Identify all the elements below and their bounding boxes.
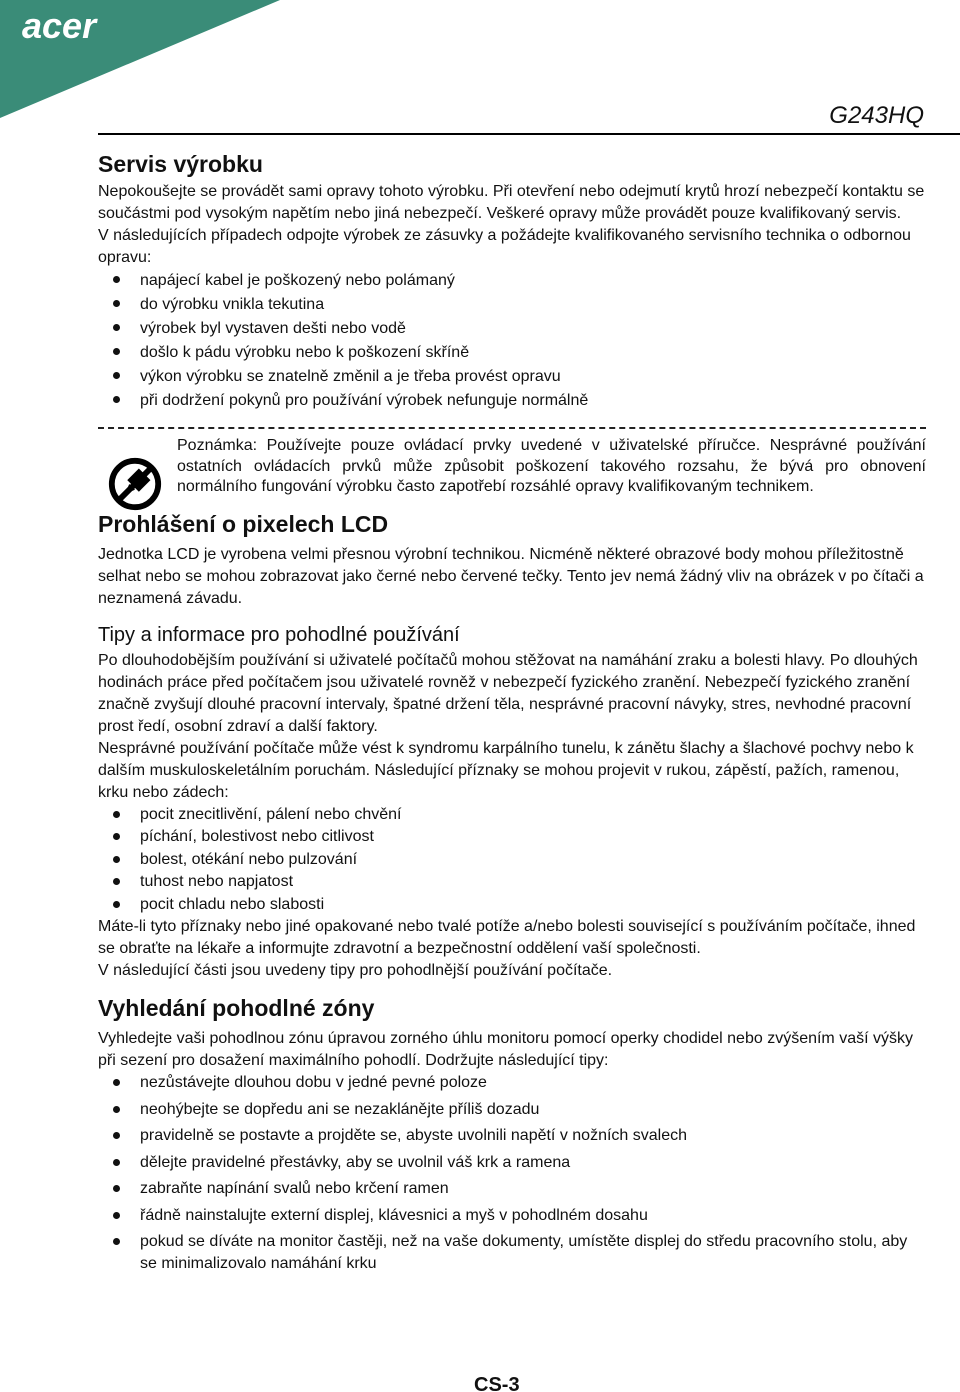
tips-para-3: Máte-li tyto příznaky nebo jiné opakované nebo tvalé potíže a/nebo bolesti související s používáním počítače, ihned se obraťte na lékaře a informujte zdravotní a bezpečnostní oddělení vaší společnosti. (98, 918, 916, 957)
service-conditions-list (98, 269, 926, 413)
service-title: Servis výrobku (98, 151, 263, 177)
list-item: pocit chladu nebo slabosti (98, 894, 926, 917)
list-item: pokud se díváte na monitor častěji, než na vaše dokumenty, umístěte displej do středu pracovního stolu, aby se minimalizovalo namáhání krku (98, 1231, 926, 1275)
tips-para-2: Nesprávné používání počítače může vést k syndromu karpálního tunelu, k zánětu šlachy a šlachové pochvy nebo k dalším muskuloskeletálním poruchám. Následující příznaky se mohou projevit v rukou, zápěstí, pažích, ramenou, krku nebo zádech: (98, 739, 914, 801)
acer-logo-text: acer (22, 5, 97, 46)
list-item: pocit znecitlivění, pálení nebo chvění (98, 804, 926, 827)
list-item: výkon výrobku se znatelně změnil a je třeba provést opravu (98, 365, 926, 389)
note-box (98, 427, 926, 498)
list-item: napájecí kabel je poškozený nebo polámaný (98, 269, 926, 293)
list-item: při dodržení pokynů pro používání výrobek nefunguje normálně (98, 389, 926, 413)
list-item: píchání, bolestivost nebo citlivost (98, 826, 926, 849)
page-content (98, 150, 926, 1280)
acer-logo (0, 0, 300, 120)
model-name: G243HQ (829, 102, 924, 129)
list-item: dělejte pravidelné přestávky, aby se uvolnil váš krk a ramena (98, 1152, 926, 1174)
list-item: řádně nainstalujte externí displej, klávesnici a myš v pohodlném dosahu (98, 1205, 926, 1227)
pixels-title: Prohlášení o pixelech LCD (98, 510, 389, 537)
note-text: Poznámka: Používejte pouze ovládací prvky uvedené v uživatelské příručce. Nesprávné používání ostatních ovládacích prvků může způsobit poškození takového rozsahu, že bývá pro obnovení normálního fungování výrobku často zapotřebí rozsáhlé opravy kvalifikovaným technikem. (177, 437, 926, 495)
list-item: došlo k pádu výrobku nebo k poškození skříně (98, 341, 926, 365)
list-item: výrobek byl vystaven dešti nebo vodě (98, 317, 926, 341)
comfort-intro: Vyhledejte vaši pohodlnou zónu úpravou zorného úhlu monitoru pomocí operky chodidel nebo zvýšením vaší výšky při sezení pro dosažení maximálního pohodlí. Dodržujte následující tipy: (98, 1030, 913, 1069)
comfort-title: Vyhledání pohodlné zóny (98, 995, 375, 1021)
header-divider (98, 133, 960, 135)
comfort-tips-list (98, 1072, 926, 1275)
list-item: do výrobku vnikla tekutina (98, 293, 926, 317)
service-intro: Nepokoušejte se provádět sami opravy tohoto výrobku. Při otevření nebo odejmutí krytů hrozí nebezpečí kontaktu se součástmi pod vysokým napětím nebo jiná nebezpečí. Veškeré opravy může provádět pouze kvalifikovaný servis. (98, 183, 925, 222)
tips-title: Tipy a informace pro pohodlné používání (98, 623, 460, 646)
tips-para-1: Po dlouhodobějším používání si uživatelé počítačů mohou stěžovat na namáhání zraku a bolesti hlavy. Po dlouhých hodinách práce před počítačem jsou uživatelé rovněž v nebezpečí fyzického zranění. Nebezpečí fyzického zranění značně zvyšují dlouhé pracovní intervaly, špatné držení těla, nesprávné pracovní návyky, stres, nevhodné pracovní prost ředí, osobní zdraví a další faktory. (98, 651, 918, 735)
tips-para-4: V následující části jsou uvedeny tipy pro pohodlnější používání počítače. (98, 962, 613, 979)
note-pen-icon (106, 455, 164, 513)
list-item: nezůstávejte dlouhou dobu v jedné pevné poloze (98, 1072, 926, 1094)
list-item: zabraňte napínání svalů nebo krčení ramen (98, 1178, 926, 1200)
list-item: bolest, otékání nebo pulzování (98, 849, 926, 872)
pixels-text: Jednotka LCD je vyrobena velmi přesnou výrobní technikou. Nicméně některé obrazové body mohou příležitostně selhat nebo se mohou zobrazovat jako černé nebo červené tečky. Tento jev nemá žádný vliv na obrázek v po čítači a neznamená závadu. (98, 545, 924, 607)
list-item: neohýbejte se dopředu ani se nezaklánějte příliš dozadu (98, 1099, 926, 1121)
symptoms-list (98, 804, 926, 917)
list-item: tuhost nebo napjatost (98, 871, 926, 894)
page-number: CS-3 (474, 1374, 520, 1392)
list-item: pravidelně se postavte a projděte se, abyste uvolnili napětí v nožních svalech (98, 1125, 926, 1147)
service-conditions-intro: V následujících případech odpojte výrobek ze zásuvky a požádejte kvalifikovaného servisního technika o odbornou opravu: (98, 227, 911, 266)
